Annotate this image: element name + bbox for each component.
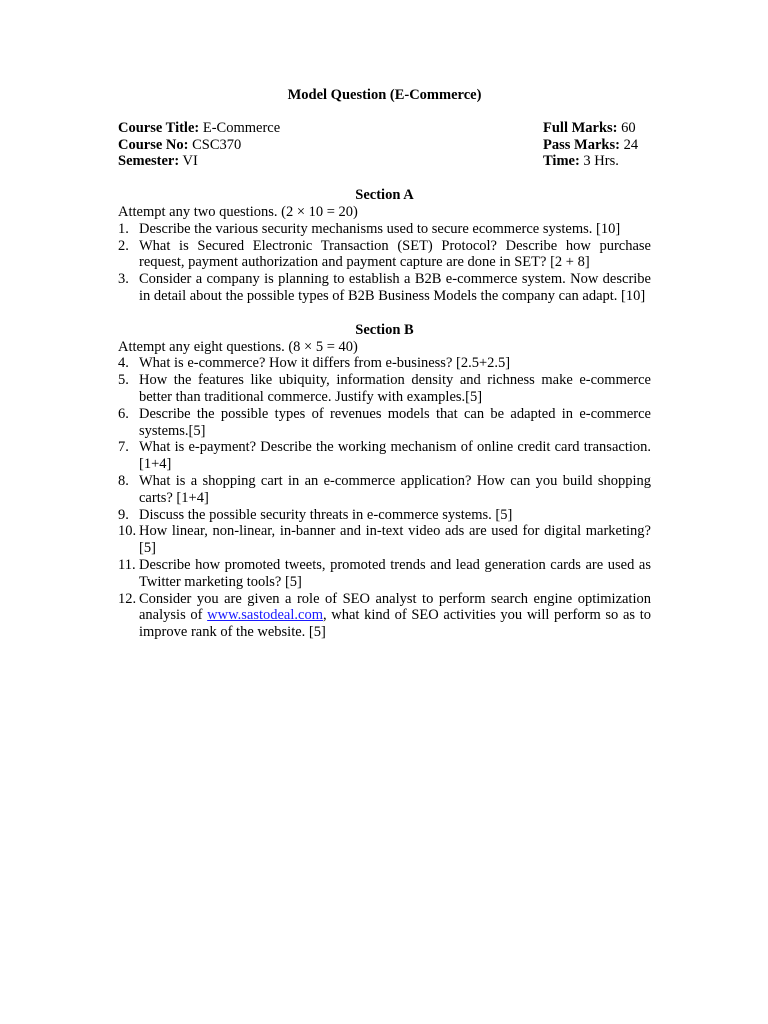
- question-text-part: , what kind of SEO activities you will perform so as to improve rank of the website. [5]: [139, 607, 651, 641]
- question-item: [118, 591, 651, 641]
- question-text: Describe how promoted tweets, promoted trends and lead generation cards are used as Twitter marketing tools? [5]: [139, 556, 651, 590]
- question-number: 2.: [118, 237, 129, 254]
- time-value: 3 Hrs.: [579, 153, 619, 170]
- question-text: What is a shopping cart in an e-commerce application? How can you build shopping carts? [1+4]: [139, 472, 651, 506]
- question-number: 9.: [118, 506, 129, 523]
- course-title-value: E-Commerce: [199, 119, 281, 136]
- full-marks-label: Full Marks:: [543, 119, 618, 136]
- question-text: [139, 591, 651, 641]
- course-meta: [118, 120, 651, 170]
- question-text: How linear, non-linear, in-banner and in-text video ads are used for digital marketing? [5]: [139, 523, 651, 557]
- course-no-value: CSC370: [188, 136, 242, 153]
- course-title-label: Course Title:: [118, 119, 200, 136]
- time-label: Time:: [543, 153, 580, 170]
- question-text: What is Secured Electronic Transaction (SET) Protocol? Describe how purchase request, payment authorization and payment capture are done in SET? [2 + 8]: [139, 237, 651, 271]
- question-text: What is e-commerce? How it differs from e-business? [2.5+2.5]: [139, 355, 511, 372]
- question-number: 11.: [118, 556, 136, 573]
- question-text: How the features like ubiquity, information density and richness make e-commerce better than traditional commerce. Justify with examples.[5]: [139, 372, 651, 405]
- question-text: Consider a company is planning to establish a B2B e-commerce system. Now describe in detail about the possible types of B2B Business Models the company can adapt. [10]: [139, 271, 651, 304]
- question-number: 6.: [118, 405, 129, 422]
- course-no-row: [118, 137, 280, 154]
- exam-paper: [118, 87, 651, 641]
- pass-marks-value: 24: [619, 136, 639, 153]
- question-number: 8.: [118, 472, 129, 489]
- question-item: [118, 271, 651, 305]
- question-number: 12.: [118, 590, 137, 607]
- full-marks-row: [543, 120, 651, 137]
- question-number: 3.: [118, 271, 129, 288]
- full-marks-value: 60: [617, 119, 636, 136]
- question-number: 10.: [118, 523, 137, 540]
- section-a-instruction: Attempt any two questions. (2 × 10 = 20): [118, 203, 358, 220]
- semester-value: VI: [179, 153, 198, 170]
- question-item: [118, 406, 651, 440]
- section-b-questions: [118, 355, 651, 641]
- time-row: [543, 153, 651, 170]
- page-title: Model Question (E-Commerce): [287, 87, 482, 103]
- semester-label: Semester:: [118, 153, 180, 170]
- marks-info: [543, 120, 651, 170]
- question-number: 5.: [118, 372, 129, 389]
- question-number: 4.: [118, 355, 129, 372]
- pass-marks-row: [543, 137, 651, 154]
- course-title-row: [118, 120, 280, 137]
- question-item: [118, 523, 651, 557]
- section-b-heading: Section B: [355, 321, 414, 338]
- question-number: 1.: [118, 220, 129, 237]
- question-text: Describe the possible types of revenues models that can be adapted in e-commerce systems.[5]: [139, 405, 651, 439]
- course-info: [118, 120, 280, 170]
- question-item: [118, 355, 651, 372]
- question-item: [118, 507, 651, 524]
- question-item: [118, 372, 651, 406]
- question-item: [118, 439, 651, 473]
- question-item: [118, 473, 651, 507]
- website-link[interactable]: www.sastodeal.com: [207, 607, 323, 624]
- question-item: [118, 238, 651, 272]
- section-a-questions: [118, 221, 651, 305]
- semester-row: [118, 153, 280, 170]
- pass-marks-label: Pass Marks:: [543, 136, 620, 153]
- question-item: [118, 557, 651, 591]
- section-a-heading: Section A: [355, 187, 414, 204]
- section-b-instruction: Attempt any eight questions. (8 × 5 = 40): [118, 338, 358, 355]
- question-text: Describe the various security mechanisms used to secure ecommerce systems. [10]: [139, 220, 621, 237]
- question-number: 7.: [118, 439, 129, 456]
- question-text-part: Consider you are given a role of SEO analyst to perform search engine optimization analysis of: [139, 590, 651, 624]
- question-item: [118, 221, 651, 238]
- question-text: What is e-payment? Describe the working mechanism of online credit card transaction.[1+4]: [139, 439, 651, 473]
- question-text: Discuss the possible security threats in e-commerce systems. [5]: [139, 506, 513, 523]
- course-no-label: Course No:: [118, 136, 189, 153]
